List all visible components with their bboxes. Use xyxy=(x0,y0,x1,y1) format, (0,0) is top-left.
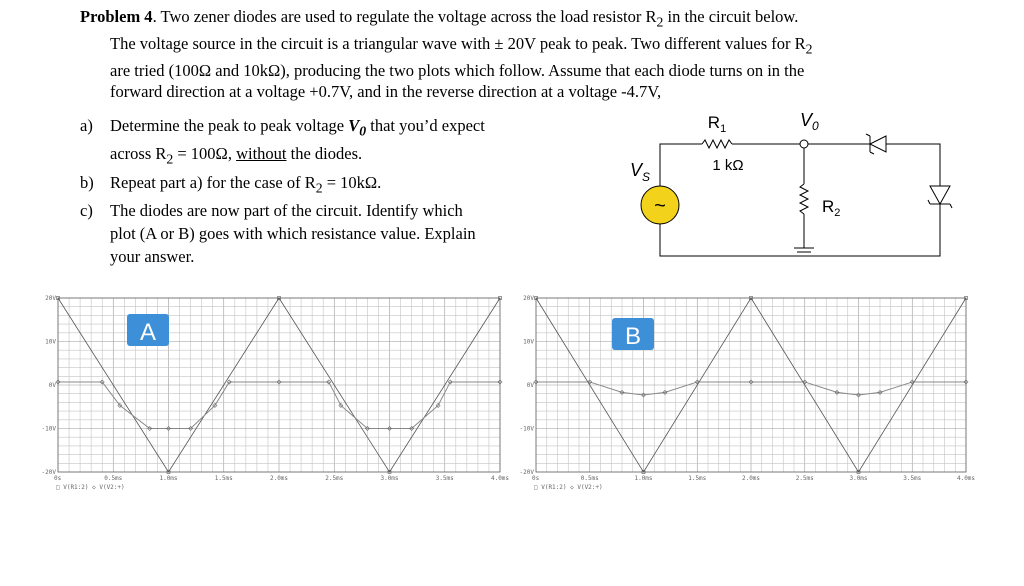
x-tick-label: 3.0ms xyxy=(849,475,868,482)
x-tick-label: 0.5ms xyxy=(104,475,123,482)
x-tick-label: 1.5ms xyxy=(214,475,233,482)
x-tick-label: 3.0ms xyxy=(380,475,399,482)
part-b: b) Repeat part a) for the case of $R_2 = 10k\Omega$. xyxy=(80,172,382,195)
problem-statement xyxy=(80,6,980,103)
plot-b xyxy=(508,290,978,500)
zener-diode-top xyxy=(866,134,886,154)
question-parts xyxy=(80,114,600,268)
wire-top-left xyxy=(660,144,702,186)
r1-label: $R_1$ xyxy=(707,113,727,135)
ground-symbol xyxy=(794,248,814,256)
x-tick-label: 0.5ms xyxy=(580,475,599,482)
part-a-line-2: across $R_2 = 100\Omega$, without the diodes. xyxy=(110,144,363,167)
x-tick-label: 0s xyxy=(532,475,540,482)
y-tick-label: -20V xyxy=(41,469,56,476)
x-tick-label: 2.5ms xyxy=(325,475,344,482)
plot-a xyxy=(30,290,510,500)
wire-diode-right xyxy=(886,144,940,186)
y-tick-label: 10V xyxy=(45,338,56,346)
plot-a-tick-labels xyxy=(42,295,510,482)
y-tick-label: 10V xyxy=(523,338,534,346)
part-c-line-3: your answer. xyxy=(110,246,195,266)
x-tick-label: 3.5ms xyxy=(435,475,454,482)
source-symbol: ~ xyxy=(654,195,666,217)
x-tick-label: 2.0ms xyxy=(741,475,761,482)
y-tick-label: 20V xyxy=(523,295,534,302)
y-tick-label: -10V xyxy=(519,425,534,433)
r2-resistor xyxy=(800,184,808,214)
vs-label: $V_S$ xyxy=(630,160,651,184)
plot-a-legend: □ V(R1:2) ◇ V(V2:+) xyxy=(56,484,125,491)
x-tick-label: 0s xyxy=(54,475,62,482)
r1-value: 1 kΩ xyxy=(712,157,744,174)
x-tick-label: 1.5ms xyxy=(688,475,707,482)
x-tick-label: 2.0ms xyxy=(269,475,289,482)
x-tick-label: 4.0ms xyxy=(490,475,510,482)
problem-line-4: forward direction at a voltage +0.7V, and in the reverse direction at a voltage -4.7V, xyxy=(110,82,662,102)
x-tick-label: 1.0ms xyxy=(159,475,178,482)
y-tick-label: 20V xyxy=(45,295,56,302)
x-tick-label: 2.5ms xyxy=(795,475,814,482)
problem-line-2: The voltage source in the circuit is a triangular wave with ± 20V peak to peak. Two different values for $R_2$ xyxy=(110,33,813,57)
y-tick-label: -20V xyxy=(519,469,534,476)
problem-line-1: Problem 4. Two zener diodes are used to regulate the voltage across the load resistor $R_2$ in the circuit below. xyxy=(80,7,799,30)
part-c-line-2: plot (A or B) goes with which resistance value. Explain xyxy=(110,223,476,243)
badge-b: B xyxy=(624,323,642,350)
circuit-diagram xyxy=(610,100,990,280)
y-tick-label: -10V xyxy=(41,425,56,433)
plot-a-grid xyxy=(58,298,500,472)
x-tick-label: 3.5ms xyxy=(903,475,922,482)
y-tick-label: 0V xyxy=(48,382,56,389)
badge-a: A xyxy=(139,319,157,346)
vo-node xyxy=(800,140,808,148)
r1-resistor xyxy=(702,140,732,148)
x-tick-label: 1.0ms xyxy=(634,475,653,482)
problem-line-3: are tried (100Ω and 10kΩ), producing the two plots which follow. Assume that each diode turns on in the xyxy=(110,60,805,80)
part-c: c) The diodes are now part of the circuit. Identify which xyxy=(80,200,463,220)
y-tick-label: 0V xyxy=(526,382,534,389)
x-tick-label: 4.0ms xyxy=(956,475,976,482)
vo-label: $V_0$ xyxy=(800,110,819,133)
r2-label: $R_2$ xyxy=(822,197,841,219)
plot-b-legend: □ V(R1:2) ◇ V(V2:+) xyxy=(534,484,603,491)
problem-lead: Problem 4 xyxy=(80,7,153,26)
plot-b-tick-labels xyxy=(520,295,976,482)
part-a: a) Determine the peak to peak voltage $V_0$ that you’d expect xyxy=(80,116,485,139)
